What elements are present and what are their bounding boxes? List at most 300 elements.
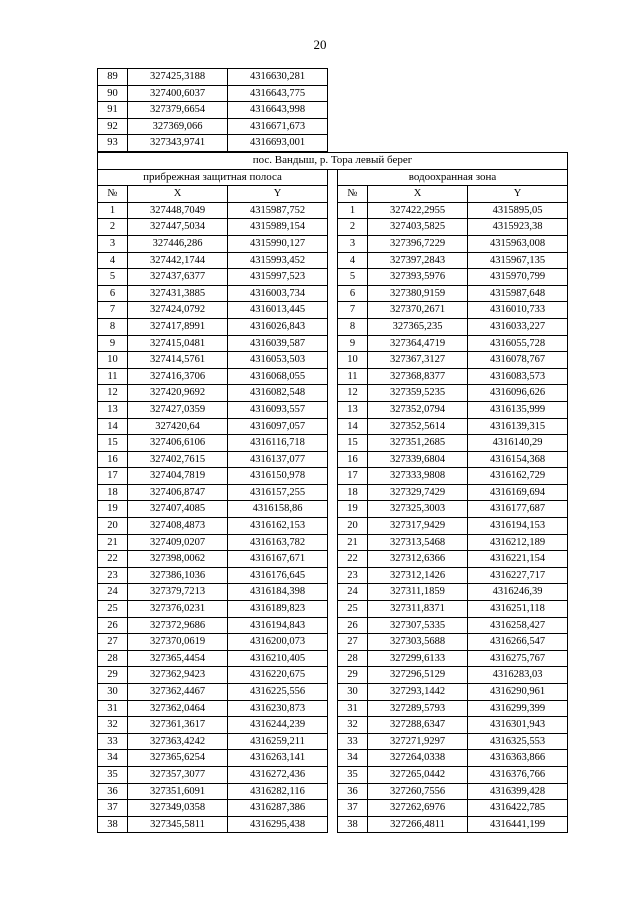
table-row	[98, 285, 568, 302]
cell-right-x: 327307,5335	[368, 617, 468, 634]
column-gap	[328, 468, 338, 485]
column-gap	[328, 684, 338, 701]
cell-left-x: 327448,7049	[128, 202, 228, 219]
cell-num: 90	[98, 85, 128, 102]
cell-right-num: 36	[338, 783, 368, 800]
cell-right-x: 327293,1442	[368, 684, 468, 701]
cell-left-num: 27	[98, 634, 128, 651]
cell-right-num: 34	[338, 750, 368, 767]
cell-left-y: 4316026,843	[228, 318, 328, 335]
cell-right-x: 327396,7229	[368, 235, 468, 252]
cell-num: 92	[98, 118, 128, 135]
table-row	[98, 484, 568, 501]
cell-right-num: 4	[338, 252, 368, 269]
cell-right-x: 327367,3127	[368, 352, 468, 369]
cell-x: 327343,9741	[128, 135, 228, 152]
cell-left-num: 38	[98, 816, 128, 833]
cell-left-x: 327408,4873	[128, 518, 228, 535]
cell-left-x: 327414,5761	[128, 352, 228, 369]
cell-left-y: 4315989,154	[228, 219, 328, 236]
cell-right-x: 327312,6366	[368, 551, 468, 568]
column-gap	[328, 484, 338, 501]
cell-right-x: 327312,1426	[368, 567, 468, 584]
cell-left-y: 4316097,057	[228, 418, 328, 435]
cell-left-x: 327415,0481	[128, 335, 228, 352]
cell-left-y: 4316225,556	[228, 684, 328, 701]
column-gap	[328, 816, 338, 833]
cell-left-num: 19	[98, 501, 128, 518]
cell-left-x: 327406,8747	[128, 484, 228, 501]
table-row	[98, 667, 568, 684]
cell-right-num: 12	[338, 385, 368, 402]
cell-left-x: 327365,6254	[128, 750, 228, 767]
cell-right-num: 2	[338, 219, 368, 236]
cell-left-num: 36	[98, 783, 128, 800]
cell-right-x: 327296,5129	[368, 667, 468, 684]
column-gap	[328, 733, 338, 750]
cell-left-num: 28	[98, 650, 128, 667]
cell-left-x: 327357,3077	[128, 766, 228, 783]
table-row	[98, 800, 568, 817]
table-row	[98, 335, 568, 352]
cell-left-num: 14	[98, 418, 128, 435]
table-row	[98, 219, 568, 236]
table-row	[98, 102, 328, 119]
column-header-x: X	[128, 186, 228, 203]
column-gap	[328, 418, 338, 435]
cell-left-x: 327362,9423	[128, 667, 228, 684]
cell-left-num: 21	[98, 534, 128, 551]
cell-left-x: 327398,0062	[128, 551, 228, 568]
cell-left-y: 4315997,523	[228, 269, 328, 286]
table-row	[98, 435, 568, 452]
table-row	[98, 252, 568, 269]
table-row	[98, 750, 568, 767]
cell-right-num: 27	[338, 634, 368, 651]
cell-left-num: 5	[98, 269, 128, 286]
column-gap	[328, 518, 338, 535]
cell-left-num: 33	[98, 733, 128, 750]
cell-left-num: 10	[98, 352, 128, 369]
cell-right-num: 33	[338, 733, 368, 750]
cell-right-y: 4316283,03	[468, 667, 568, 684]
column-gap	[328, 186, 338, 203]
column-header-y: Y	[228, 186, 328, 203]
cell-left-x: 327427,0359	[128, 401, 228, 418]
cell-right-y: 4316258,427	[468, 617, 568, 634]
table-row	[98, 418, 568, 435]
cell-y: 4316693,001	[228, 135, 328, 152]
cell-left-y: 4315993,452	[228, 252, 328, 269]
cell-right-y: 4315923,38	[468, 219, 568, 236]
column-gap	[328, 269, 338, 286]
table-row	[98, 518, 568, 535]
cell-left-x: 327362,0464	[128, 700, 228, 717]
column-gap	[328, 534, 338, 551]
cell-right-num: 30	[338, 684, 368, 701]
column-gap	[328, 717, 338, 734]
cell-right-x: 327352,0794	[368, 401, 468, 418]
cell-left-num: 11	[98, 368, 128, 385]
table-row	[98, 85, 328, 102]
table-row	[98, 617, 568, 634]
cell-right-num: 10	[338, 352, 368, 369]
cell-left-num: 15	[98, 435, 128, 452]
cell-left-num: 29	[98, 667, 128, 684]
cell-x: 327425,3188	[128, 69, 228, 86]
cell-right-y: 4316246,39	[468, 584, 568, 601]
column-gap	[328, 567, 338, 584]
cell-right-x: 327393,5976	[368, 269, 468, 286]
cell-left-num: 18	[98, 484, 128, 501]
cell-right-y: 4316376,766	[468, 766, 568, 783]
cell-left-num: 6	[98, 285, 128, 302]
cell-right-num: 21	[338, 534, 368, 551]
column-header-x: X	[368, 186, 468, 203]
table-row	[98, 468, 568, 485]
cell-right-x: 327317,9429	[368, 518, 468, 535]
cell-right-x: 327266,4811	[368, 816, 468, 833]
column-gap	[328, 435, 338, 452]
cell-right-num: 5	[338, 269, 368, 286]
cell-left-num: 32	[98, 717, 128, 734]
column-gap	[328, 285, 338, 302]
cell-left-x: 327409,0207	[128, 534, 228, 551]
column-gap	[328, 451, 338, 468]
cell-left-x: 327370,0619	[128, 634, 228, 651]
cell-right-y: 4316135,999	[468, 401, 568, 418]
cell-left-y: 4316158,86	[228, 501, 328, 518]
cell-left-x: 327407,4085	[128, 501, 228, 518]
cell-left-y: 4316272,436	[228, 766, 328, 783]
cell-left-y: 4316259,211	[228, 733, 328, 750]
cell-left-x: 327406,6106	[128, 435, 228, 452]
table-row	[98, 551, 568, 568]
cell-left-y: 4316176,645	[228, 567, 328, 584]
table-row	[98, 501, 568, 518]
table-row	[98, 368, 568, 385]
cell-right-num: 1	[338, 202, 368, 219]
cell-left-x: 327420,64	[128, 418, 228, 435]
table-row	[98, 601, 568, 618]
cell-x: 327369,066	[128, 118, 228, 135]
cell-left-y: 4316137,077	[228, 451, 328, 468]
cell-left-num: 4	[98, 252, 128, 269]
cell-left-num: 25	[98, 601, 128, 618]
cell-right-num: 6	[338, 285, 368, 302]
cell-left-num: 2	[98, 219, 128, 236]
cell-left-x: 327363,4242	[128, 733, 228, 750]
column-gap	[328, 667, 338, 684]
table-row	[98, 401, 568, 418]
cell-right-y: 4316290,961	[468, 684, 568, 701]
column-gap	[328, 750, 338, 767]
coordinates-table	[97, 152, 568, 833]
cell-left-y: 4316003,734	[228, 285, 328, 302]
cell-left-y: 4316157,255	[228, 484, 328, 501]
table-row	[98, 352, 568, 369]
cell-right-num: 8	[338, 318, 368, 335]
column-gap	[328, 385, 338, 402]
cell-x: 327400,6037	[128, 85, 228, 102]
column-gap	[328, 634, 338, 651]
cell-right-y: 4316399,428	[468, 783, 568, 800]
cell-left-x: 327376,0231	[128, 601, 228, 618]
cell-right-num: 9	[338, 335, 368, 352]
cell-left-y: 4316287,386	[228, 800, 328, 817]
cell-right-y: 4316055,728	[468, 335, 568, 352]
cell-y: 4316630,281	[228, 69, 328, 86]
cell-left-num: 20	[98, 518, 128, 535]
cell-right-y: 4316096,626	[468, 385, 568, 402]
column-gap	[328, 650, 338, 667]
cell-left-num: 24	[98, 584, 128, 601]
cell-right-x: 327422,2955	[368, 202, 468, 219]
cell-right-x: 327329,7429	[368, 484, 468, 501]
cell-left-x: 327365,4454	[128, 650, 228, 667]
cell-left-num: 31	[98, 700, 128, 717]
cell-left-y: 4316039,587	[228, 335, 328, 352]
cell-right-y: 4316299,399	[468, 700, 568, 717]
cell-right-num: 32	[338, 717, 368, 734]
cell-right-x: 327303,5688	[368, 634, 468, 651]
cell-left-y: 4316053,503	[228, 352, 328, 369]
cell-right-num: 26	[338, 617, 368, 634]
cell-right-x: 327370,2671	[368, 302, 468, 319]
cell-left-y: 4316163,782	[228, 534, 328, 551]
cell-right-y: 4316301,943	[468, 717, 568, 734]
cell-right-x: 327288,6347	[368, 717, 468, 734]
cell-right-num: 11	[338, 368, 368, 385]
cell-right-x: 327339,6804	[368, 451, 468, 468]
cell-left-x: 327349,0358	[128, 800, 228, 817]
cell-right-y: 4316363,866	[468, 750, 568, 767]
continuation-table	[97, 68, 328, 152]
column-gap	[328, 601, 338, 618]
cell-right-y: 4316140,29	[468, 435, 568, 452]
cell-right-num: 29	[338, 667, 368, 684]
cell-right-y: 4316010,733	[468, 302, 568, 319]
column-gap	[328, 700, 338, 717]
cell-num: 91	[98, 102, 128, 119]
cell-left-x: 327351,6091	[128, 783, 228, 800]
cell-right-num: 14	[338, 418, 368, 435]
cell-right-num: 22	[338, 551, 368, 568]
cell-left-num: 8	[98, 318, 128, 335]
cell-left-num: 12	[98, 385, 128, 402]
cell-right-num: 13	[338, 401, 368, 418]
cell-right-num: 35	[338, 766, 368, 783]
table-row	[98, 451, 568, 468]
table-row	[98, 318, 568, 335]
table-row	[98, 684, 568, 701]
cell-left-num: 37	[98, 800, 128, 817]
cell-right-x: 327271,9297	[368, 733, 468, 750]
cell-left-x: 327379,7213	[128, 584, 228, 601]
cell-left-x: 327446,286	[128, 235, 228, 252]
cell-right-x: 327397,2843	[368, 252, 468, 269]
cell-num: 93	[98, 135, 128, 152]
cell-left-y: 4316116,718	[228, 435, 328, 452]
table-row	[98, 534, 568, 551]
table-row	[98, 118, 328, 135]
column-gap	[328, 584, 338, 601]
cell-right-x: 327289,5793	[368, 700, 468, 717]
column-gap	[328, 800, 338, 817]
cell-right-y: 4316221,154	[468, 551, 568, 568]
page-number: 20	[313, 37, 327, 52]
cell-right-y: 4315987,648	[468, 285, 568, 302]
table-row	[98, 302, 568, 319]
cell-right-y: 4316266,547	[468, 634, 568, 651]
cell-left-num: 17	[98, 468, 128, 485]
column-gap	[328, 235, 338, 252]
column-gap	[328, 318, 338, 335]
column-header-number: №	[98, 186, 128, 203]
cell-right-y: 4315967,135	[468, 252, 568, 269]
cell-right-y: 4316078,767	[468, 352, 568, 369]
cell-right-x: 327333,9808	[368, 468, 468, 485]
table-row	[98, 567, 568, 584]
cell-left-y: 4316068,055	[228, 368, 328, 385]
cell-right-x: 327359,5235	[368, 385, 468, 402]
cell-right-num: 37	[338, 800, 368, 817]
cell-right-x: 327325,3003	[368, 501, 468, 518]
cell-left-x: 327386,1036	[128, 567, 228, 584]
cell-left-x: 327431,3885	[128, 285, 228, 302]
cell-right-y: 4316212,189	[468, 534, 568, 551]
cell-left-y: 4316082,548	[228, 385, 328, 402]
cell-left-y: 4316167,671	[228, 551, 328, 568]
cell-right-y: 4316083,573	[468, 368, 568, 385]
column-gap	[328, 501, 338, 518]
cell-right-x: 327299,6133	[368, 650, 468, 667]
cell-right-x: 327351,2685	[368, 435, 468, 452]
cell-x: 327379,6654	[128, 102, 228, 119]
cell-left-y: 4316263,141	[228, 750, 328, 767]
table-row	[98, 202, 568, 219]
cell-y: 4316643,998	[228, 102, 328, 119]
cell-right-num: 25	[338, 601, 368, 618]
cell-right-y: 4315970,799	[468, 269, 568, 286]
group-header-right: водоохранная зона	[338, 169, 568, 186]
cell-right-y: 4315963,008	[468, 235, 568, 252]
cell-right-num: 15	[338, 435, 368, 452]
table-row	[98, 717, 568, 734]
cell-left-y: 4316189,823	[228, 601, 328, 618]
cell-right-y: 4316227,717	[468, 567, 568, 584]
cell-left-y: 4316244,239	[228, 717, 328, 734]
column-gap	[328, 352, 338, 369]
cell-right-num: 17	[338, 468, 368, 485]
cell-left-num: 16	[98, 451, 128, 468]
cell-right-num: 3	[338, 235, 368, 252]
cell-left-x: 327437,6377	[128, 269, 228, 286]
cell-left-x: 327402,7615	[128, 451, 228, 468]
cell-left-y: 4316013,445	[228, 302, 328, 319]
cell-left-num: 30	[98, 684, 128, 701]
table-row	[98, 634, 568, 651]
cell-right-y: 4316251,118	[468, 601, 568, 618]
cell-left-y: 4315987,752	[228, 202, 328, 219]
cell-right-y: 4316139,315	[468, 418, 568, 435]
cell-y: 4316671,673	[228, 118, 328, 135]
cell-left-y: 4316093,557	[228, 401, 328, 418]
table-row	[98, 584, 568, 601]
group-header-left: прибрежная защитная полоса	[98, 169, 328, 186]
column-gap	[328, 617, 338, 634]
cell-left-y: 4316220,675	[228, 667, 328, 684]
cell-right-num: 18	[338, 484, 368, 501]
column-gap	[328, 551, 338, 568]
column-gap	[328, 335, 338, 352]
table-row	[98, 700, 568, 717]
cell-left-y: 4316184,398	[228, 584, 328, 601]
cell-right-x: 327352,5614	[368, 418, 468, 435]
cell-left-y: 4316200,073	[228, 634, 328, 651]
cell-left-x: 327442,1744	[128, 252, 228, 269]
column-gap	[328, 302, 338, 319]
cell-right-y: 4316154,368	[468, 451, 568, 468]
cell-left-num: 13	[98, 401, 128, 418]
cell-right-y: 4316162,729	[468, 468, 568, 485]
cell-left-y: 4316295,438	[228, 816, 328, 833]
cell-left-num: 23	[98, 567, 128, 584]
cell-right-num: 31	[338, 700, 368, 717]
cell-left-x: 327361,3617	[128, 717, 228, 734]
table-row	[98, 783, 568, 800]
cell-left-y: 4316230,873	[228, 700, 328, 717]
cell-left-x: 327424,0792	[128, 302, 228, 319]
cell-left-num: 26	[98, 617, 128, 634]
table-row	[98, 235, 568, 252]
cell-left-num: 7	[98, 302, 128, 319]
cell-left-x: 327420,9692	[128, 385, 228, 402]
cell-y: 4316643,775	[228, 85, 328, 102]
cell-left-x: 327404,7819	[128, 468, 228, 485]
cell-right-x: 327364,4719	[368, 335, 468, 352]
cell-left-x: 327362,4467	[128, 684, 228, 701]
cell-right-num: 20	[338, 518, 368, 535]
cell-right-y: 4316033,227	[468, 318, 568, 335]
cell-left-x: 327416,3706	[128, 368, 228, 385]
cell-left-num: 1	[98, 202, 128, 219]
cell-right-x: 327380,9159	[368, 285, 468, 302]
table-row	[98, 69, 328, 86]
cell-right-y: 4316177,687	[468, 501, 568, 518]
cell-right-x: 327368,8377	[368, 368, 468, 385]
section-title: пос. Вандыш, р. Тора левый берег	[98, 153, 568, 170]
table-row	[98, 135, 328, 152]
cell-right-x: 327264,0338	[368, 750, 468, 767]
column-gap	[328, 368, 338, 385]
cell-right-y: 4316325,553	[468, 733, 568, 750]
cell-left-x: 327372,9686	[128, 617, 228, 634]
cell-right-x: 327365,235	[368, 318, 468, 335]
cell-left-y: 4316162,153	[228, 518, 328, 535]
table-row	[98, 733, 568, 750]
cell-left-y: 4316150,978	[228, 468, 328, 485]
cell-right-num: 24	[338, 584, 368, 601]
cell-right-y: 4316422,785	[468, 800, 568, 817]
cell-right-num: 28	[338, 650, 368, 667]
table-row	[98, 269, 568, 286]
cell-right-x: 327265,0442	[368, 766, 468, 783]
cell-right-num: 19	[338, 501, 368, 518]
cell-right-x: 327311,1859	[368, 584, 468, 601]
cell-right-num: 7	[338, 302, 368, 319]
column-gap	[328, 766, 338, 783]
